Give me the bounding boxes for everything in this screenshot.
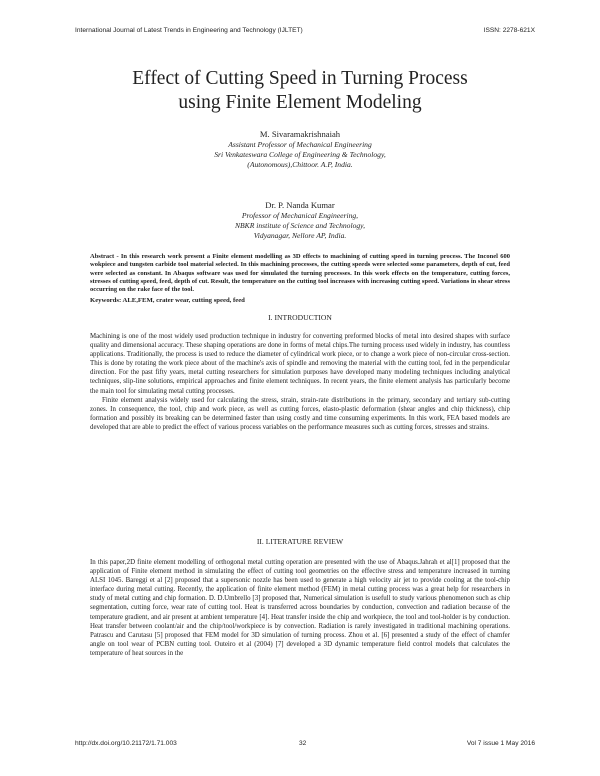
paragraph: Finite element analysis widely used for calculating the stress, strain, strain-rate distributions in the primary, secondary and tertiary sub-cutting zones. In consequence, the tool, chip and work piece, as well as cutting forces, elasto-plastic deformation (shear angles and chip thickness), chip formation and possibly its breaking can be determined faster than using costly and time consuming experiments. In this work, FEA based models are developed that are able to predict the effect of various process variables on the performance measures such as cutting forces, stresses and strains. (90, 396, 510, 431)
literature-review-body (90, 558, 510, 658)
introduction-body (90, 332, 510, 432)
author-block-2 (60, 200, 540, 241)
section-heading-literature-review: II. LITERATURE REVIEW (256, 537, 344, 546)
author-name: M. Sivaramakrishnaiah (259, 129, 341, 139)
section-heading-introduction: I. INTRODUCTION (268, 313, 332, 322)
author-affiliation-line: Assistant Professor of Mechanical Engineering (228, 140, 372, 149)
keywords: Keywords: ALE,FEM, crater wear, cutting speed, feed (90, 297, 245, 304)
issn: ISSN: 2278-621X (483, 27, 535, 34)
author-affiliation-line: Professor of Mechanical Engineering, (241, 211, 359, 220)
journal-name: International Journal of Latest Trends in Engineering and Technology (IJLTET) (75, 27, 303, 34)
title-line-2: using Finite Element Modeling (178, 92, 422, 113)
paragraph: In this paper,2D finite element modelling of orthogonal metal cutting operation are presented with the use of Abaqus.Jahrah et al[1] proposed that the application of Finite element method in simulating the effect of cutting tool geometries on the effective stress and temperature increased in turning ALSI 1045. Bareggi et al [2] proposed that a supersonic nozzle has been used to generate a high velocity air jet to provide cooling at the tool-chip interface during metal cutting. Recently, the application of finite element method (FEM) in metal cutting process was a great help for researchers in study of metal cutting and chip formation. D. D.Umbrello [3] proposed that, Numerical simulation is usefull to study various phenomenon such as chip segmentation, cutting force, wear rate of cutting tool. Heat is transferred across boundaries by conduction, convection and radiation because of the temperature gradient, and air present at ambient temperature [4]. Heat transfer inside the chip and workpiece, the tool and tool-holder is by conduction. Heat transfer between coolant/air and the chip/tool/workpiece is by convection. Radiation is rarely investigated in traditional machining operations. Patrascu and Carutasu [5] proposed that FEM model for 3D simulation of turning process. Zhou et al. [6] presented a study of the effect of chamfer angle on tool wear of PCBN cutting tool. Outeiro et al (2004) [7] developed a 3D dynamic temperature field control models that calculates the temperature of heat sources in the (90, 559, 510, 657)
paragraph: Machining is one of the most widely used production technique in industry for converting preformed blocks of metal into desired shapes with surface quality and dimensional accuracy. These shaping operations are done in forms of metal chips.The turning process used widely in industry, has countless applications. Traditionally, the process is used to reduce the diameter of cylindrical work piece, or to change a work piece of non-circular cross-section. This is done by rotating the work piece about of the machine's axis of spindle and removing the material with the cutting tool, fed in the perpendicular direction. For the past fifty years, metal cutting researchers for simulation purposes have developed many modeling techniques including analytical techniques, slip-line solutions, empirical approaches and finite element techniques. In recent years, the finite element analysis has particularly become the main tool for simulating metal cutting processes. (90, 333, 510, 395)
abstract: Abstract - In this research work present a Finite element modelling as 3D effects to machining of cutting speed in turning process. The Inconel 600 wokpiece and tungsten carbide tool material selected. In this machining processes, the cutting speeds were selected some parameters, depth of cut, feed were selected as constant. In Abaqus software was used for simulated the turning processes. In this work effects on the temperature, cutting forces, stresses of cutting speed, feed, depth of cut. Result, the temperature on the cutting tool increases with increasing cutting speed. Variations in shear stress occurring on the rake face of the tool. (90, 253, 510, 294)
doi-link[interactable]: http://dx.doi.org/10.21172/1.71.003 (75, 740, 177, 747)
author-name: Dr. P. Nanda Kumar (265, 200, 335, 210)
title-line-1: Effect of Cutting Speed in Turning Process (132, 68, 468, 89)
page-number: 32 (299, 740, 307, 747)
author-affiliation-line: (Autonomous),Chittoor. A.P, India. (247, 160, 353, 169)
author-affiliation-line: Vidyanagar, Nellore AP, India. (253, 231, 347, 240)
author-block-1 (60, 129, 540, 170)
paper-title (60, 67, 540, 115)
volume-info: Vol 7 issue 1 May 2016 (466, 740, 535, 747)
author-affiliation-line: Sri Venkateswara College of Engineering & Technology, (214, 150, 386, 159)
author-affiliation-line: NBKR institute of Science and Technology, (234, 221, 366, 230)
